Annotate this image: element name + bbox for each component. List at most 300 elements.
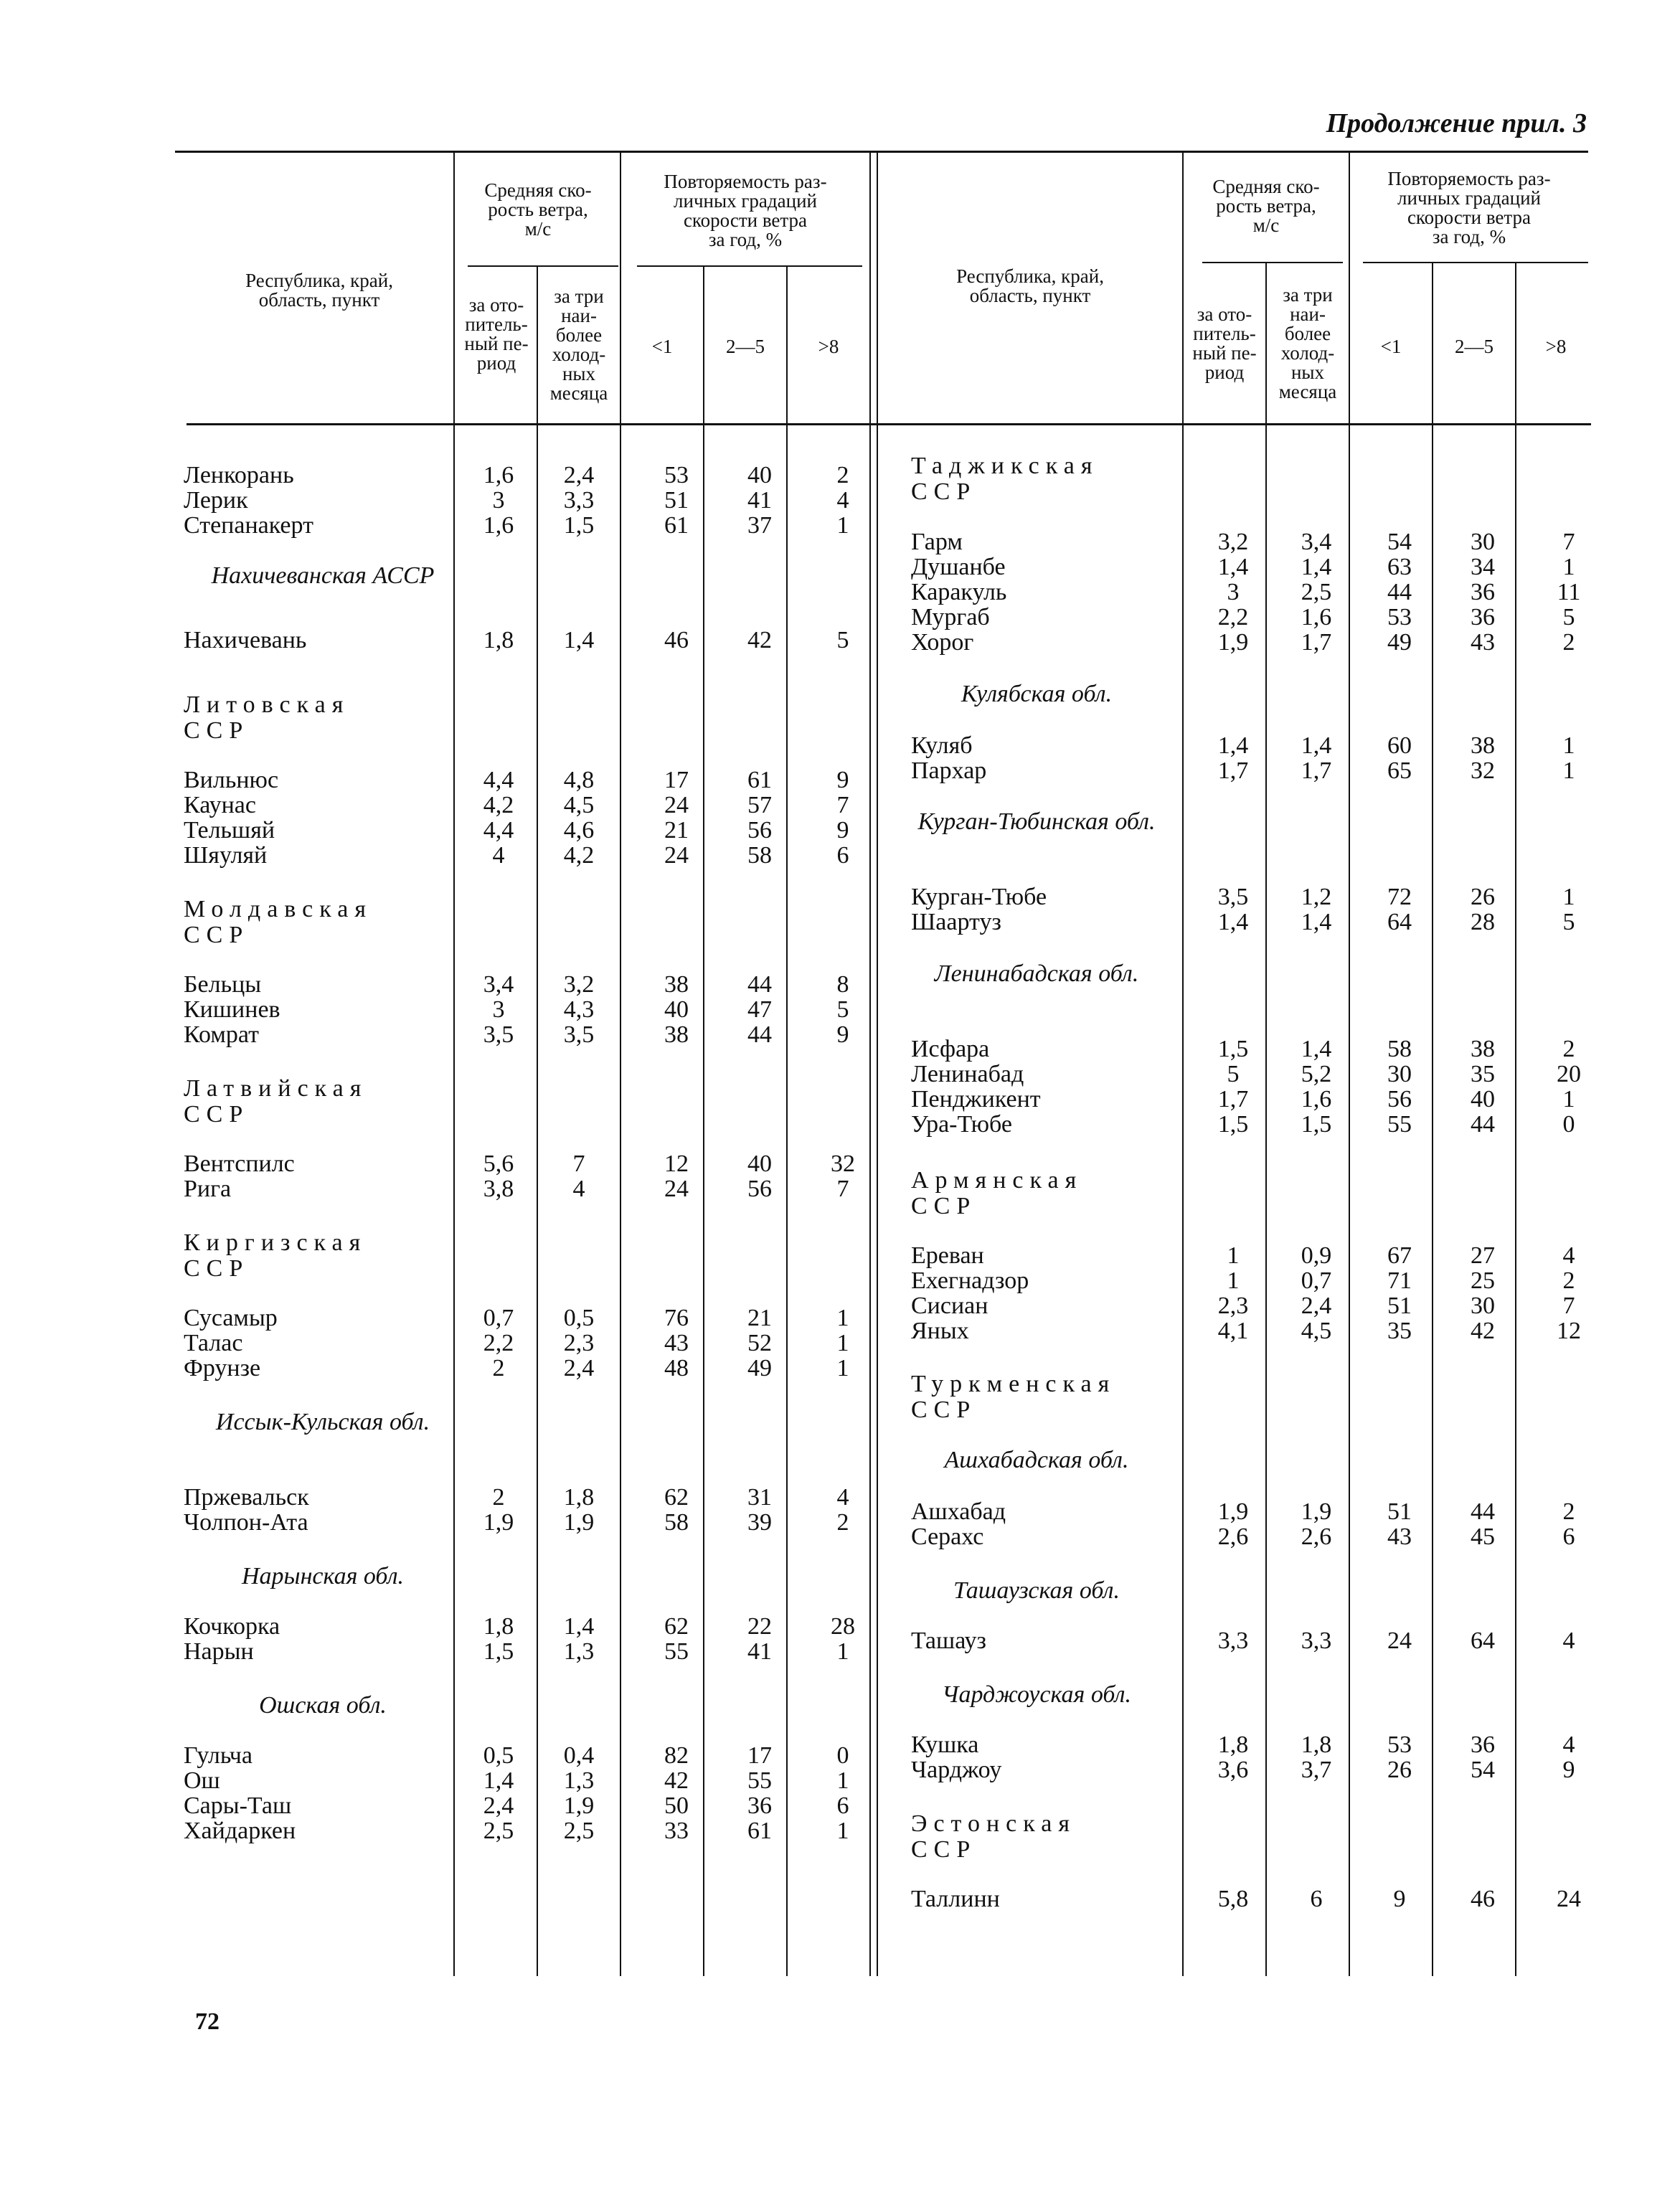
freq-2-5-cell: 31 (747, 1484, 772, 1511)
header-gt8-right: >8 (1545, 336, 1567, 357)
heating-speed-cell: 4,4 (483, 767, 514, 793)
freq-2-5-cell: 26 (1471, 884, 1495, 910)
header-region-left: Республика, край, область, пункт (245, 270, 393, 311)
station-name: Чарджоу (911, 1757, 1002, 1783)
heating-speed-cell: 1 (1227, 1267, 1240, 1294)
freq-gt8-cell: 7 (836, 1176, 849, 1202)
coldest-speed-cell: 2,4 (563, 1355, 595, 1381)
freq-2-5-cell: 36 (1471, 1732, 1495, 1758)
freq-gt8-cell: 1 (1562, 757, 1575, 784)
freq-gt8-cell: 9 (836, 1021, 849, 1048)
station-name: Чолпон-Ата (184, 1509, 308, 1536)
freq-gt8-cell: 6 (836, 842, 849, 869)
heating-speed-cell: 3,8 (483, 1176, 514, 1202)
station-name: Ташауз (911, 1628, 986, 1654)
freq-gt8-cell: 2 (836, 462, 849, 488)
station-name: Сисиан (911, 1293, 988, 1319)
heating-speed-cell: 1,6 (483, 512, 514, 539)
freq-lt1-cell: 53 (1387, 604, 1412, 630)
freq-lt1-cell: 62 (664, 1613, 689, 1640)
freq-group-rule-right (1363, 262, 1588, 263)
heating-speed-cell: 4,4 (483, 817, 514, 844)
coldest-speed-cell: 4,2 (563, 842, 595, 869)
freq-lt1-cell: 44 (1387, 579, 1412, 605)
region-heading-text: Таджикская ССР (911, 453, 1099, 505)
freq-lt1-cell: 65 (1387, 757, 1412, 784)
heating-speed-cell: 1,4 (1217, 909, 1249, 935)
freq-lt1-cell: 51 (664, 487, 689, 514)
header-lt1-left: <1 (651, 336, 673, 357)
heating-speed-cell: 3,2 (1217, 529, 1249, 555)
coldest-speed-cell: 0,4 (563, 1742, 595, 1769)
coldest-speed-cell: 1,6 (1301, 604, 1332, 630)
freq-gt8-cell: 20 (1557, 1061, 1581, 1087)
freq-lt1-cell: 43 (1387, 1523, 1412, 1550)
coldest-speed-cell: 3,7 (1301, 1757, 1332, 1783)
speed-group-rule-left (468, 265, 618, 267)
subregion-heading-text: Иссык-Кульская обл. (215, 1409, 430, 1435)
subregion-heading-text: Чарджоуская обл. (942, 1681, 1131, 1708)
freq-2-5-cell: 30 (1471, 1293, 1495, 1319)
freq-2-5-cell: 22 (747, 1613, 772, 1640)
coldest-speed-cell: 2,4 (1301, 1293, 1332, 1319)
header-heating-right: за ото- питель- ный пе- риод (1192, 303, 1257, 383)
coldest-speed-cell: 3,4 (1301, 529, 1332, 555)
coldest-speed-cell: 4,5 (563, 792, 595, 818)
station-name: Нарын (184, 1638, 254, 1665)
coldest-speed-cell: 1,9 (563, 1509, 595, 1536)
freq-lt1-cell: 71 (1387, 1267, 1412, 1294)
heating-speed-cell: 5,6 (483, 1151, 514, 1177)
coldest-speed-cell: 4 (572, 1176, 585, 1202)
freq-2-5-cell: 36 (1471, 604, 1495, 630)
heating-speed-cell: 1,9 (1217, 1498, 1249, 1525)
station-name: Ленинабад (911, 1061, 1024, 1087)
freq-gt8-cell: 2 (1562, 629, 1575, 656)
station-name: Вентспилс (184, 1151, 295, 1177)
coldest-speed-cell: 3,2 (563, 971, 595, 998)
heating-speed-cell: 1,4 (1217, 732, 1249, 759)
station-name: Комрат (184, 1021, 259, 1048)
coldest-speed-cell: 1,2 (1301, 884, 1332, 910)
header-speed-right: Средняя ско- рость ветра, м/с (1212, 176, 1320, 236)
freq-gt8-cell: 7 (836, 792, 849, 818)
freq-lt1-cell: 55 (664, 1638, 689, 1665)
heating-speed-cell: 1,4 (483, 1767, 514, 1794)
freq-gt8-cell: 1 (1562, 554, 1575, 580)
station-name: Фрунзе (184, 1355, 261, 1381)
freq-lt1-cell: 49 (1387, 629, 1412, 656)
freq-lt1-cell: 58 (664, 1509, 689, 1536)
freq-2-5-cell: 56 (747, 1176, 772, 1202)
freq-gt8-cell: 6 (1562, 1523, 1575, 1550)
station-name: Ош (184, 1767, 220, 1794)
coldest-speed-cell: 1,6 (1301, 1086, 1332, 1112)
freq-2-5-cell: 17 (747, 1742, 772, 1769)
freq-lt1-cell: 42 (664, 1767, 689, 1794)
region-heading-text: Эстонская ССР (911, 1810, 1076, 1863)
freq-gt8-cell: 1 (1562, 1086, 1575, 1112)
speed-group-rule-right (1202, 262, 1343, 263)
freq-2-5-cell: 38 (1471, 1036, 1495, 1062)
heating-speed-cell: 4 (492, 842, 505, 869)
station-name: Каунас (184, 792, 256, 818)
freq-gt8-cell: 1 (836, 1355, 849, 1381)
freq-2-5-cell: 38 (1471, 732, 1495, 759)
region-heading-text: Армянская ССР (911, 1167, 1083, 1219)
heating-speed-cell: 3,4 (483, 971, 514, 998)
region-heading-text: Литовская ССР (184, 691, 350, 744)
heating-speed-cell: 5,8 (1217, 1886, 1249, 1912)
subregion-heading-text: Нарынская обл. (241, 1563, 405, 1589)
freq-gt8-cell: 6 (836, 1792, 849, 1819)
region-heading-text: Киргизская ССР (184, 1229, 367, 1282)
station-name: Рига (184, 1176, 232, 1202)
station-name: Серахс (911, 1523, 984, 1550)
freq-gt8-cell: 4 (1562, 1732, 1575, 1758)
freq-2-5-cell: 28 (1471, 909, 1495, 935)
freq-2-5-cell: 56 (747, 817, 772, 844)
freq-2-5-cell: 40 (747, 1151, 772, 1177)
freq-gt8-cell: 11 (1557, 579, 1581, 605)
page-number: 72 (195, 2008, 220, 2035)
freq-gt8-cell: 32 (831, 1151, 855, 1177)
freq-lt1-cell: 48 (664, 1355, 689, 1381)
station-name: Мургаб (911, 604, 990, 630)
freq-lt1-cell: 64 (1387, 909, 1412, 935)
freq-lt1-cell: 60 (1387, 732, 1412, 759)
heating-speed-cell: 3,5 (483, 1021, 514, 1048)
heating-speed-cell: 1,6 (483, 462, 514, 488)
station-name: Талас (184, 1330, 243, 1356)
coldest-speed-cell: 1,7 (1301, 757, 1332, 784)
coldest-speed-cell: 1,5 (563, 512, 595, 539)
header-region-right: Республика, край, область, пункт (956, 265, 1104, 306)
freq-lt1-cell: 30 (1387, 1061, 1412, 1087)
freq-gt8-cell: 2 (1562, 1267, 1575, 1294)
coldest-speed-cell: 1,4 (1301, 1036, 1332, 1062)
freq-gt8-cell: 1 (1562, 732, 1575, 759)
heating-speed-cell: 1 (1227, 1242, 1240, 1269)
freq-gt8-cell: 5 (836, 627, 849, 653)
station-name: Таллинн (911, 1886, 1000, 1912)
freq-2-5-cell: 41 (747, 1638, 772, 1665)
freq-gt8-cell: 1 (836, 1638, 849, 1665)
freq-2-5-cell: 40 (747, 462, 772, 488)
freq-gt8-cell: 4 (836, 487, 849, 514)
freq-lt1-cell: 58 (1387, 1036, 1412, 1062)
station-name: Пархар (911, 757, 987, 784)
heating-speed-cell: 2,2 (483, 1330, 514, 1356)
continuation-label: Продолжение прил. 3 (1326, 108, 1587, 138)
freq-gt8-cell: 12 (1557, 1318, 1581, 1344)
station-name: Вильнюс (184, 767, 279, 793)
heating-speed-cell: 3 (492, 996, 505, 1023)
heating-speed-cell: 5 (1227, 1061, 1240, 1087)
freq-2-5-cell: 34 (1471, 554, 1495, 580)
subregion-heading-text: Курган-Тюбинская обл. (917, 808, 1156, 835)
coldest-speed-cell: 1,4 (563, 1613, 595, 1640)
coldest-speed-cell: 1,9 (563, 1792, 595, 1819)
coldest-speed-cell: 1,4 (1301, 732, 1332, 759)
freq-gt8-cell: 4 (1562, 1628, 1575, 1654)
subregion-heading-text: Кулябская обл. (961, 681, 1113, 707)
freq-2-5-cell: 61 (747, 1818, 772, 1844)
freq-2-5-cell: 49 (747, 1355, 772, 1381)
station-name: Шяуляй (184, 842, 268, 869)
freq-lt1-cell: 82 (664, 1742, 689, 1769)
freq-2-5-cell: 21 (747, 1305, 772, 1331)
header-mid-left: 2—5 (726, 336, 765, 357)
station-name: Хорог (911, 629, 974, 656)
freq-lt1-cell: 38 (664, 1021, 689, 1048)
coldest-speed-cell: 1,5 (1301, 1111, 1332, 1138)
freq-lt1-cell: 53 (664, 462, 689, 488)
freq-gt8-cell: 9 (1562, 1757, 1575, 1783)
heating-speed-cell: 2,3 (1217, 1293, 1249, 1319)
header-coldest-left: за три наи- более холод- ных месяца (549, 285, 608, 404)
heating-speed-cell: 1,8 (1217, 1732, 1249, 1758)
freq-2-5-cell: 39 (747, 1509, 772, 1536)
coldest-speed-cell: 3,3 (563, 487, 595, 514)
freq-2-5-cell: 40 (1471, 1086, 1495, 1112)
header-speed-left: Средняя ско- рость ветра, м/с (484, 179, 592, 240)
coldest-speed-cell: 0,7 (1301, 1267, 1332, 1294)
coldest-speed-cell: 1,8 (1301, 1732, 1332, 1758)
heating-speed-cell: 1,9 (1217, 629, 1249, 656)
freq-lt1-cell: 43 (664, 1330, 689, 1356)
freq-2-5-cell: 36 (1471, 579, 1495, 605)
freq-2-5-cell: 44 (1471, 1498, 1495, 1525)
freq-2-5-cell: 45 (1471, 1523, 1495, 1550)
header-heating-left: за ото- питель- ный пе- риод (464, 294, 529, 374)
coldest-speed-cell: 0,9 (1301, 1242, 1332, 1269)
freq-2-5-cell: 36 (747, 1792, 772, 1819)
freq-lt1-cell: 12 (664, 1151, 689, 1177)
freq-lt1-cell: 40 (664, 996, 689, 1023)
station-name: Сусамыр (184, 1305, 278, 1331)
coldest-speed-cell: 2,5 (563, 1818, 595, 1844)
station-name: Ехегнадзор (911, 1267, 1029, 1294)
coldest-speed-cell: 3,5 (563, 1021, 595, 1048)
freq-gt8-cell: 28 (831, 1613, 855, 1640)
header-mid-right: 2—5 (1455, 336, 1493, 357)
freq-lt1-cell: 53 (1387, 1732, 1412, 1758)
coldest-speed-cell: 4,6 (563, 817, 595, 844)
station-name: Пржевальск (184, 1484, 309, 1511)
station-name: Кочкорка (184, 1613, 280, 1640)
freq-gt8-cell: 2 (1562, 1036, 1575, 1062)
coldest-speed-cell: 1,3 (563, 1638, 595, 1665)
heating-speed-cell: 2,2 (1217, 604, 1249, 630)
coldest-speed-cell: 7 (572, 1151, 585, 1177)
coldest-speed-cell: 4,8 (563, 767, 595, 793)
heating-speed-cell: 2,4 (483, 1792, 514, 1819)
freq-lt1-cell: 24 (1387, 1628, 1412, 1654)
station-name: Степанакерт (184, 512, 313, 539)
freq-2-5-cell: 42 (747, 627, 772, 653)
header-coldest-right: за три наи- более холод- ных месяца (1278, 284, 1337, 402)
heating-speed-cell: 1,8 (483, 1613, 514, 1640)
coldest-speed-cell: 2,5 (1301, 579, 1332, 605)
heating-speed-cell: 3,3 (1217, 1628, 1249, 1654)
station-name: Хайдаркен (184, 1818, 296, 1844)
subregion-heading-text: Ашхабадская обл. (944, 1447, 1129, 1473)
coldest-speed-cell: 1,8 (563, 1484, 595, 1511)
freq-lt1-cell: 33 (664, 1818, 689, 1844)
station-name: Куляб (911, 732, 973, 759)
station-name: Лерик (184, 487, 248, 514)
freq-lt1-cell: 55 (1387, 1111, 1412, 1138)
freq-gt8-cell: 0 (836, 1742, 849, 1769)
station-name: Нахичевань (184, 627, 307, 653)
heating-speed-cell: 3 (492, 487, 505, 514)
heating-speed-cell: 1,7 (1217, 757, 1249, 784)
station-name: Исфара (911, 1036, 990, 1062)
station-name: Каракуль (911, 579, 1007, 605)
heating-speed-cell: 3,5 (1217, 884, 1249, 910)
coldest-speed-cell: 2,4 (563, 462, 595, 488)
heating-speed-cell: 4,1 (1217, 1318, 1249, 1344)
freq-2-5-cell: 46 (1471, 1886, 1495, 1912)
coldest-speed-cell: 1,4 (1301, 554, 1332, 580)
subregion-heading-text: Ленинабадская обл. (934, 960, 1139, 987)
coldest-speed-cell: 3,3 (1301, 1628, 1332, 1654)
freq-lt1-cell: 21 (664, 817, 689, 844)
coldest-speed-cell: 0,5 (563, 1305, 595, 1331)
freq-lt1-cell: 26 (1387, 1757, 1412, 1783)
freq-lt1-cell: 17 (664, 767, 689, 793)
freq-2-5-cell: 54 (1471, 1757, 1495, 1783)
freq-gt8-cell: 1 (836, 1330, 849, 1356)
freq-gt8-cell: 1 (836, 1818, 849, 1844)
heating-speed-cell: 2 (492, 1484, 505, 1511)
freq-2-5-cell: 47 (747, 996, 772, 1023)
heating-speed-cell: 2,6 (1217, 1523, 1249, 1550)
header-freq-left: Повторяемость раз- личных градаций скорости ветра за год, % (664, 171, 827, 250)
freq-2-5-cell: 55 (747, 1767, 772, 1794)
heating-speed-cell: 1,7 (1217, 1086, 1249, 1112)
heating-speed-cell: 1,8 (483, 627, 514, 653)
freq-2-5-cell: 58 (747, 842, 772, 869)
station-name: Ереван (911, 1242, 984, 1269)
station-name: Гульча (184, 1742, 253, 1769)
freq-gt8-cell: 2 (836, 1509, 849, 1536)
station-name: Бельцы (184, 971, 262, 998)
coldest-speed-cell: 2,3 (563, 1330, 595, 1356)
freq-lt1-cell: 51 (1387, 1498, 1412, 1525)
header-bottom-rule (187, 423, 1591, 425)
freq-2-5-cell: 32 (1471, 757, 1495, 784)
coldest-speed-cell: 1,4 (563, 627, 595, 653)
heating-speed-cell: 3,6 (1217, 1757, 1249, 1783)
col-divider (620, 153, 621, 1976)
freq-gt8-cell: 4 (1562, 1242, 1575, 1269)
station-name: Кушка (911, 1732, 979, 1758)
station-name: Пенджикент (911, 1086, 1041, 1112)
freq-2-5-cell: 44 (747, 1021, 772, 1048)
station-name: Душанбе (911, 554, 1006, 580)
heating-speed-cell: 2,5 (483, 1818, 514, 1844)
header-lt1-right: <1 (1380, 336, 1402, 357)
freq-lt1-cell: 62 (664, 1484, 689, 1511)
coldest-speed-cell: 4,3 (563, 996, 595, 1023)
freq-gt8-cell: 24 (1557, 1886, 1581, 1912)
station-name: Ура-Тюбе (911, 1111, 1012, 1138)
freq-2-5-cell: 44 (747, 971, 772, 998)
heating-speed-cell: 1,9 (483, 1509, 514, 1536)
freq-gt8-cell: 7 (1562, 1293, 1575, 1319)
freq-2-5-cell: 64 (1471, 1628, 1495, 1654)
freq-lt1-cell: 24 (664, 792, 689, 818)
station-name: Ашхабад (911, 1498, 1006, 1525)
freq-2-5-cell: 43 (1471, 629, 1495, 656)
freq-gt8-cell: 7 (1562, 529, 1575, 555)
heating-speed-cell: 3 (1227, 579, 1240, 605)
heating-speed-cell: 1,5 (1217, 1111, 1249, 1138)
heating-speed-cell: 0,7 (483, 1305, 514, 1331)
freq-gt8-cell: 5 (836, 996, 849, 1023)
region-heading-text: Туркменская ССР (911, 1371, 1116, 1423)
freq-lt1-cell: 56 (1387, 1086, 1412, 1112)
freq-2-5-cell: 27 (1471, 1242, 1495, 1269)
freq-gt8-cell: 1 (1562, 884, 1575, 910)
station-name: Ленкорань (184, 462, 294, 488)
heating-speed-cell: 1,4 (1217, 554, 1249, 580)
heating-speed-cell: 2 (492, 1355, 505, 1381)
station-name: Гарм (911, 529, 963, 555)
subregion-heading-text: Ошская обл. (259, 1692, 387, 1719)
freq-2-5-cell: 25 (1471, 1267, 1495, 1294)
freq-group-rule-left (637, 265, 862, 267)
freq-gt8-cell: 2 (1562, 1498, 1575, 1525)
freq-2-5-cell: 57 (747, 792, 772, 818)
freq-gt8-cell: 4 (836, 1484, 849, 1511)
col-divider (1182, 153, 1184, 1976)
freq-2-5-cell: 52 (747, 1330, 772, 1356)
heating-speed-cell: 0,5 (483, 1742, 514, 1769)
freq-gt8-cell: 9 (836, 767, 849, 793)
top-rule (175, 151, 1588, 153)
freq-gt8-cell: 1 (836, 512, 849, 539)
freq-lt1-cell: 24 (664, 1176, 689, 1202)
freq-lt1-cell: 63 (1387, 554, 1412, 580)
double-divider (877, 153, 878, 1976)
freq-lt1-cell: 61 (664, 512, 689, 539)
freq-2-5-cell: 30 (1471, 529, 1495, 555)
coldest-speed-cell: 4,5 (1301, 1318, 1332, 1344)
coldest-speed-cell: 5,2 (1301, 1061, 1332, 1087)
freq-gt8-cell: 0 (1562, 1111, 1575, 1138)
freq-2-5-cell: 44 (1471, 1111, 1495, 1138)
freq-2-5-cell: 37 (747, 512, 772, 539)
region-heading-text: Латвийская ССР (184, 1075, 368, 1128)
freq-2-5-cell: 35 (1471, 1061, 1495, 1087)
station-name: Курган-Тюбе (911, 884, 1047, 910)
station-name: Яных (911, 1318, 969, 1344)
header-freq-right: Повторяемость раз- личных градаций скорости ветра за год, % (1387, 168, 1551, 247)
station-name: Шаартуз (911, 909, 1001, 935)
freq-lt1-cell: 67 (1387, 1242, 1412, 1269)
subregion-heading-text: Ташаузская обл. (953, 1577, 1120, 1604)
freq-lt1-cell: 72 (1387, 884, 1412, 910)
freq-lt1-cell: 38 (664, 971, 689, 998)
freq-lt1-cell: 24 (664, 842, 689, 869)
freq-lt1-cell: 54 (1387, 529, 1412, 555)
freq-gt8-cell: 5 (1562, 909, 1575, 935)
station-name: Тельшяй (184, 817, 275, 844)
freq-lt1-cell: 76 (664, 1305, 689, 1331)
